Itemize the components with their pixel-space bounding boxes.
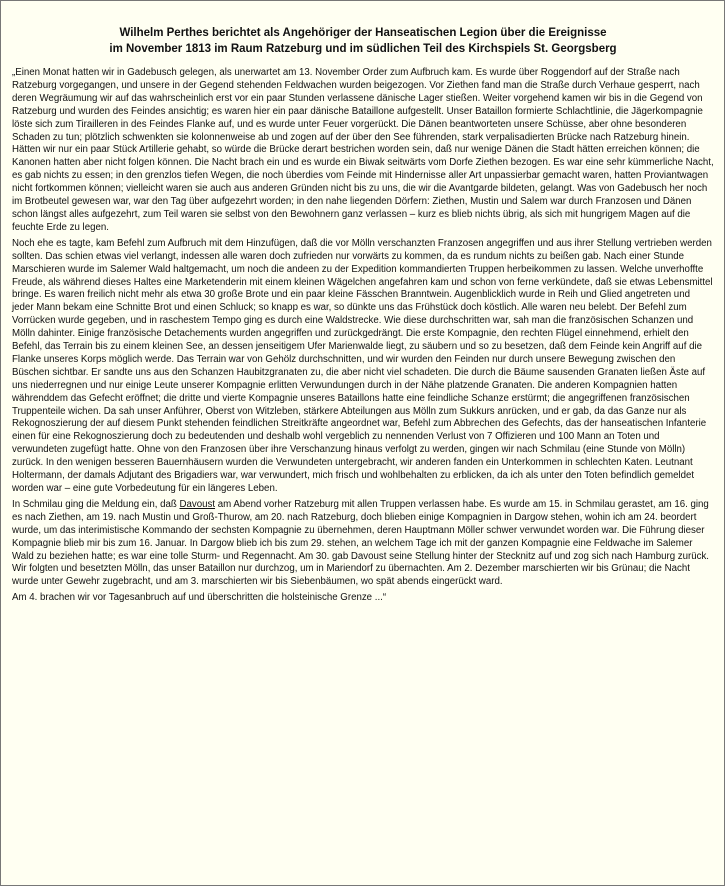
paragraph-4: Am 4. brachen wir vor Tagesanbruch auf und überschritten die holsteinische Grenze ...“: [12, 592, 387, 604]
title-line-1: Wilhelm Perthes berichtet als Angehöriger der Hanseatischen Legion über die Ereignisse: [119, 27, 607, 39]
underlined-name-davoust: Davoust: [179, 498, 216, 510]
paragraph-3: [12, 499, 714, 589]
paragraph-2: Noch ehe es tagte, kam Befehl zum Aufbruch mit dem Hinzufügen, daß die vor Mölln verschanzten Franzosen angegriffen und aus ihrer Stellung vertrieben werden sollten. Das schien etwas viel verlangt, indessen alle waren doch zufrieden nur vorwärts zu kommen, da es rundum nichts zu beißen gab. Nach einer Stunde Marschieren wurde im Salemer Wald haltgemacht, um noch die andeen zu der Expedition kommandierten Truppen herbeikommen zu lassen. Welche unverhoffte Freude, als während dieses Haltes eine Marketenderin mit einem kleinen Wägelchen angefahren kam und schon von ferne verkündete, daß sie etwas Lebensmittel bringe. Es waren freilich nicht mehr als etwa 30 große Brote und ein paar kleine Fässchen Branntwein. Augenblicklich wurde in Reih und Glied angetreten und jeder Mann bekam eine Schnitte Brot und einen Schluck; so knapp es war, so dünkte uns das Frühstück doch köstlich. Alle waren neu belebt. Der Befehl zum Vorrücken wurde gegeben, und in raschestem Tempo ging es durch eine Waldstrecke. Wie diese durchschritten war, sah man die französischen Schanzen und Mölln dahinter. Einige französische Detachements wurden angegriffen und zurückgedrängt. Die erste Kompagnie, den rechten Flügel einnehmend, erhielt den Befehl, das Terrain bis zu einem kleinen See, an dessen jenseitigem Ufer Marienwalde liegt, zu säubern und so zu besetzen, daß dem Feinde kein Angriff auf die Flanke unseres Korps möglich werde. Das Terrain war von Gehölz durchschnitten, und wir wurden den Feinden nur durch unsere Bewegung zwischen den Büschen sichtbar. Er sandte uns aus den Schanzen Haubitzgranaten zu, die aber nicht viel schadeten. Die durch die Bäume sausenden Granaten ließen Äste auf uns niederregnen und nur einige Leute unserer Kompagnie erlitten Verwundungen durch in der Nähe platzende Granaten. Die anderen Kompagnien hatten währenddem das Gefecht eröffnet; die dritte und vierte Kompagnie unseres Bataillons hatte eine feindliche Schanze erstürmt; die angegriffenen französischen Truppenteile wichen. Da sah unser Anführer, Oberst von Witzleben, stärkere Abteilungen aus Mölln zum Sukkurs anrücken, und er gab, da das Ganze nur als Rekognoszierung der auf diesem Punkt stehenden feindlichen Streitkräfte angeordnet war, Befehl zum Abbrechen des Gefechts, das der hanseatischen Infanterie einen für eine Rekognoszierung doch zu bedeutenden und deshalb wohl vergeblich zu nennenden Verlust von 7 Offizieren und 100 Mann an Toten und verwundeten zugefügt hatte. Ohne von den Franzosen über ihre Verschanzung hinaus verfolgt zu werden, gingen wir nach Schmilau (eine Stunde von Mölln) zurück. In den wenigen besseren Bauernhäusern wurden die Verwundeten untergebracht, wir anderen fanden ein Unterkommen in schlechten Katen. Leutnant Holtermann, der damals Adjutant des Brigadiers war, war verwundert, mich frisch und wohlbehalten zu erblicken, da ich als unter den Toten befindlich gemeldet worden war – eine gute Vorbedeutung für ein längeres Leben.: [12, 237, 713, 494]
paragraph-3-before: In Schmilau ging die Meldung ein, daß: [12, 498, 180, 510]
paragraph-3-after: am Abend vorher Ratzeburg mit allen Truppen verlassen habe. Es wurde am 15. in Schmilau gerastet, am 16. ging es nach Ziethen, am 19. nach Mustin und Groß-Thurow, am 20. nach Ratzeburg, doch blieben einige Kompagnien in Dargow stehen, wohin ich am 24. beordert wurde, um das interimistische Kommando der sechsten Kompagnie zu übernehmen, deren Hauptmann Möller schwer verwundet worden war. Die Führung dieser Kompagnie blieb mir bis zum 16. Januar. In Dargow blieb ich bis zum 29. stehen, an welchem Tage ich mit der ganzen Kompagnie eine Feldwache im Salemer Wald zu beziehen hatte; es war eine tolle Sturm- und Regennacht. Am 30. gab Davoust seine Stellung hinter der Stecknitz auf und zog sich nach Hamburg zurück. Wir folgten und besetzten Mölln, das unser Bataillon nur durchzog, um in Mariendorf zu übernachten. Am 2. Dezember marschierten wir bis Grünau; die Nacht wurde unter Gewehr zugebracht, und am 3. marschierten wir bis Siebenbäumen, wo spät abends eingerückt ward.: [12, 498, 709, 588]
title-line-2: im November 1813 im Raum Ratzeburg und im südlichen Teil des Kirchspiels St. Georgsberg: [109, 43, 617, 55]
document-title: [12, 25, 714, 57]
paragraph-1: „Einen Monat hatten wir in Gadebusch gelegen, als unerwartet am 13. November Order zum Aufbruch kam. Es wurde über Roggendorf auf der Straße nach Ratzeburg vorgegangen, und unsere in der Gegend stehenden Feldwachen wurden beigezogen. Vor Ziethen fand man die Straße durch Verhaue gesperrt, nach deren Wegräumung wir auf das wahrscheinlich erst vor ein paar Stunden verlassene dänische Lager stießen. Weiter vorgehend kamen wir bis in die Gegend von Ratzeburg und wurden des Feindes ansichtig; es waren hier ein paar dänische Bataillone aufgestellt. Unser Bataillon formierte Schlachtlinie, die Jägerkompagnie löste sich zum Tirailleren in des Feindes Flanke auf, und es wurde unter Feuer vorgerückt. Die Dänen beantworteten unsere Schüsse, aber ohne besonderen Schaden zu tun; plötzlich schwenkten sie kolonnenweise ab und zogen auf der über den See führenden, stark verpalisadierten Brücke nach Ratzeburg hinein. Hätten wir nur ein paar Stück Artillerie gehabt, so würde die Brücke derart bestrichen worden sein, daß nur wenige Dänen die Stadt hätten erreichen können; die Kanonen hatten aber nicht folgen können. Die Nacht brach ein und es wurde ein Biwak seitwärts vom Dorfe Ziethen bezogen. Es war eine sehr kümmerliche Nacht, es gab nichts zu essen; in den grenzlos tiefen Wegen, die noch überdies vom Feinde mit Hindernisse aller Art unpassierbar gemacht waren, hatten Proviantwagen nicht fortkommen können; vielleicht waren sie auch aus anderen Gründen nicht bis zu uns, die wir die Avantgarde bildeten, gelangt. Was von Gadebusch her noch im Brotbeutel gewesen war, war den Tag über aufgezehrt worden; in den nahe liegenden Dörfern: Ziethen, Mustin und Salem war durch Franzosen und Dänen schon längst alles aufgezehrt, zum Teil waren sie selbst von den Bewohnern ganz verlassen – kurz es blieb nichts übrig, als sich mit hungrigem Magen auf die feuchte Erde zu legen.: [12, 67, 714, 233]
